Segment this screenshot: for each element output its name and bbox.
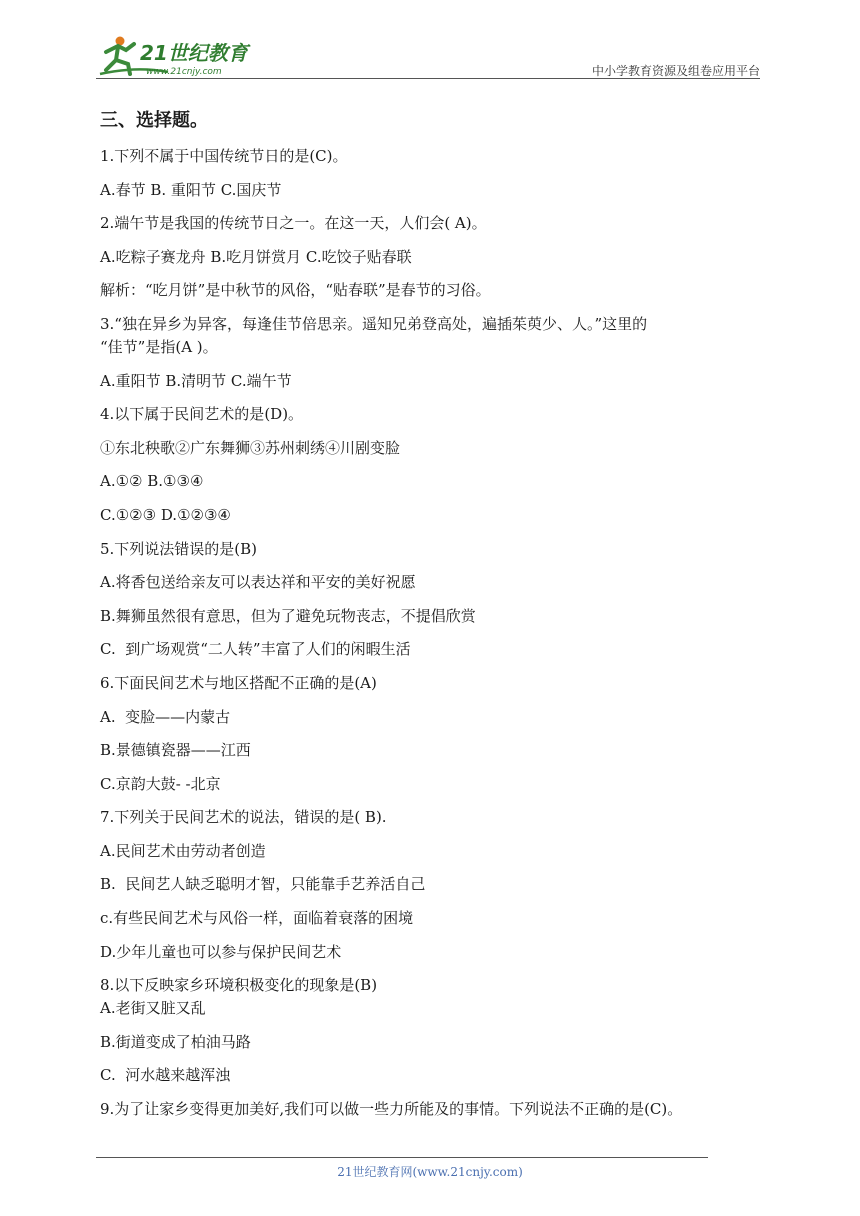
question-lines [100, 146, 780, 1120]
text-line: A.民间艺术由劳动者创造 [100, 841, 266, 860]
text-line: B.景德镇瓷器——江西 [100, 741, 251, 760]
text-line: ①东北秧歌②广东舞狮③苏州刺绣④川剧变脸 [100, 438, 401, 457]
text-line: A.重阳节 B.清明节 C.端午节 [100, 371, 292, 390]
section-title: 三、选择题。 [100, 110, 208, 131]
logo [96, 32, 266, 78]
text-line: B. 民间艺人缺乏聪明才智，只能靠手艺养活自己 [100, 875, 426, 894]
text-line: 2.端午节是我国的传统节日之一。在这一天，人们会( A)。 [100, 214, 487, 233]
text-line: 4.以下属于民间艺术的是(D)。 [100, 405, 304, 424]
text-line: A.老街又脏又乱 [100, 999, 206, 1018]
question-section [100, 108, 780, 1133]
platform-name: 中小学教育资源及组卷应用平台 [591, 64, 760, 78]
text-line: 1.下列不属于中国传统节日的是(C)。 [100, 147, 348, 165]
text-line: A.吃粽子赛龙舟 B.吃月饼赏月 C.吃饺子贴春联 [100, 247, 412, 266]
text-line: A.春节 B. 重阳节 C.国庆节 [100, 180, 282, 199]
text-line: A.①② B.①③④ [100, 472, 204, 491]
text-line: C. 河水越来越浑浊 [100, 1066, 231, 1085]
text-line: 5.下列说法错误的是(B) [100, 539, 258, 558]
text-line: B.舞狮虽然很有意思，但为了避免玩物丧志，不提倡欣赏 [100, 606, 476, 625]
text-line: C.京韵大鼓- -北京 [100, 774, 221, 793]
page-header [96, 32, 760, 80]
header-divider [96, 78, 760, 79]
text-line: C.①②③ D.①②③④ [100, 505, 231, 524]
text-line: 7.下列关于民间艺术的说法，错误的是( B). [100, 808, 387, 827]
text-line: A. 变脸——内蒙古 [100, 707, 231, 726]
text-line: A.将香包送给亲友可以表达祥和平安的美好祝愿 [100, 573, 416, 592]
text-line: 9.为了让家乡变得更加美好,我们可以做一些力所能及的事情。下列说法不正确的是(C)。 [100, 1100, 683, 1119]
logo-text: 21世纪教育 [140, 41, 248, 65]
logo-url: www.21cnjy.com [146, 67, 222, 77]
text-line: 6.下面民间艺术与地区搭配不正确的是(A) [100, 673, 377, 692]
text-line: C. 到广场观赏“二人转”丰富了人们的闲暇生活 [100, 640, 411, 659]
text-line: c.有些民间艺术与风俗一样，面临着衰落的困境 [100, 909, 414, 928]
text-line: D.少年儿童也可以参与保护民间艺术 [100, 942, 342, 961]
text-line: 3.“独在异乡为异客，每逢佳节倍思亲。遥知兄弟登高处，遍插茱萸少、人。”这里的 [100, 314, 648, 333]
text-line: 8.以下反映家乡环境积极变化的现象是(B) [100, 976, 378, 995]
text-line: 解析：“吃月饼”是中秋节的风俗，“贴春联”是春节的习俗。 [100, 281, 491, 300]
footer-text: 21世纪教育网(www.21cnjy.com) [337, 1165, 523, 1179]
text-line: B.街道变成了柏油马路 [100, 1032, 251, 1051]
footer-divider [96, 1157, 708, 1158]
text-line: “佳节”是指(A )。 [100, 337, 218, 356]
